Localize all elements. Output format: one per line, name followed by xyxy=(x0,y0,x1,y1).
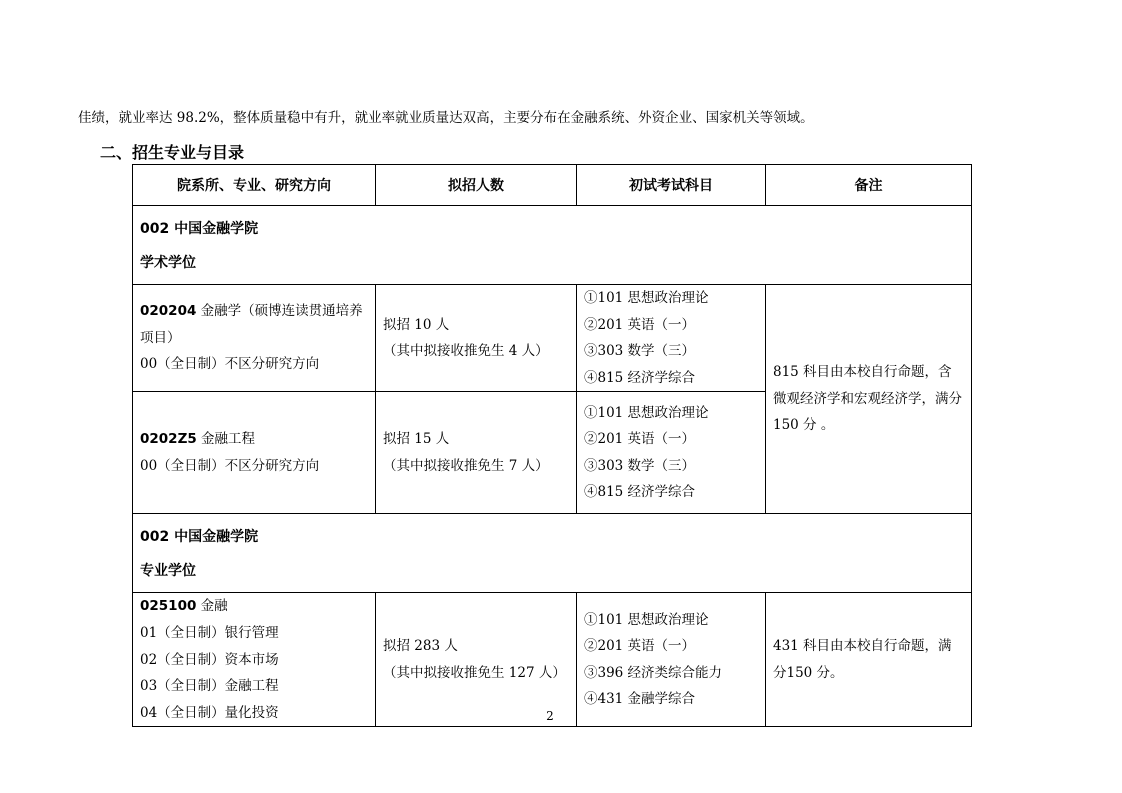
program-code: 0202Z5 xyxy=(140,431,197,448)
header-department: 院系所、专业、研究方向 xyxy=(133,165,376,206)
enrollment-plan: 拟招 15 人 xyxy=(383,431,450,448)
program-name: 金融学（硕博连读贯通培养项目） xyxy=(140,303,363,346)
enrollment-exempt-note: （其中拟接收推免生 127 人） xyxy=(383,664,566,681)
exam-subject: ③396 经济类综合能力 xyxy=(584,664,723,681)
enrollment-exempt-note: （其中拟接收推免生 7 人） xyxy=(383,457,549,474)
research-direction: 00（全日制）不区分研究方向 xyxy=(140,457,320,474)
program-name: 金融工程 xyxy=(196,431,256,448)
remarks-cell xyxy=(766,285,972,514)
exam-subjects-cell xyxy=(577,285,766,392)
exam-subject: ①101 思想政治理论 xyxy=(584,611,709,628)
exam-subjects-cell xyxy=(577,392,766,514)
program-cell xyxy=(133,593,376,727)
section-heading: 二、招生专业与目录 xyxy=(100,143,245,162)
table-row xyxy=(133,285,972,392)
page-number: 2 xyxy=(546,709,554,723)
exam-subject: ③303 数学（三） xyxy=(584,457,696,474)
exam-subject: ④431 金融学综合 xyxy=(584,691,696,708)
research-direction: 01（全日制）银行管理 xyxy=(140,624,279,641)
college-name: 002 中国金融学院 xyxy=(140,529,259,546)
enrollment-plan: 拟招 283 人 xyxy=(383,638,458,655)
header-remarks: 备注 xyxy=(766,165,972,206)
header-enrollment: 拟招人数 xyxy=(376,165,577,206)
enrollment-plan: 拟招 10 人 xyxy=(383,316,450,333)
exam-subjects-cell xyxy=(577,593,766,727)
program-cell xyxy=(133,285,376,392)
exam-subject: ③303 数学（三） xyxy=(584,343,696,360)
intro-paragraph: 佳绩，就业率达 98.2%，整体质量稳中有升，就业率就业质量达双高，主要分布在金融系统、外资企业、国家机关等领域。 xyxy=(78,110,814,126)
enrollment-cell xyxy=(376,392,577,514)
remarks-text: 431 科目由本校自行命题，满分150 分。 xyxy=(773,638,952,681)
research-direction: 00（全日制）不区分研究方向 xyxy=(140,356,320,373)
enrollment-cell xyxy=(376,285,577,392)
exam-subject: ②201 英语（一） xyxy=(584,638,696,655)
college-name: 002 中国金融学院 xyxy=(140,221,259,237)
table-header-row xyxy=(133,165,972,206)
college-row-academic xyxy=(133,206,972,285)
exam-subject: ④815 经济学综合 xyxy=(584,369,696,386)
exam-subject: ①101 思想政治理论 xyxy=(584,404,709,421)
remarks-cell xyxy=(766,593,972,727)
exam-subject: ②201 英语（一） xyxy=(584,316,696,333)
program-name: 金融 xyxy=(196,598,228,615)
program-catalog-table xyxy=(132,164,972,727)
exam-subject: ①101 思想政治理论 xyxy=(584,290,709,306)
header-exam-subjects: 初试考试科目 xyxy=(577,165,766,206)
college-row-professional xyxy=(133,514,972,593)
exam-subject: ④815 经济学综合 xyxy=(584,484,696,501)
degree-type: 学术学位 xyxy=(140,255,196,271)
program-code: 020204 xyxy=(140,303,197,320)
table-row xyxy=(133,593,972,727)
research-direction: 02（全日制）资本市场 xyxy=(140,651,279,668)
enrollment-cell xyxy=(376,593,577,727)
remarks-text: 815 科目由本校自行命题，含微观经济学和宏观经济学，满分150 分 。 xyxy=(773,364,962,434)
exam-subject: ②201 英语（一） xyxy=(584,431,696,448)
degree-type: 专业学位 xyxy=(140,563,196,580)
program-code: 025100 xyxy=(140,598,197,615)
research-direction: 03（全日制）金融工程 xyxy=(140,678,279,695)
research-direction: 04（全日制）量化投资 xyxy=(140,704,279,721)
enrollment-exempt-note: （其中拟接收推免生 4 人） xyxy=(383,343,549,360)
program-cell xyxy=(133,392,376,514)
